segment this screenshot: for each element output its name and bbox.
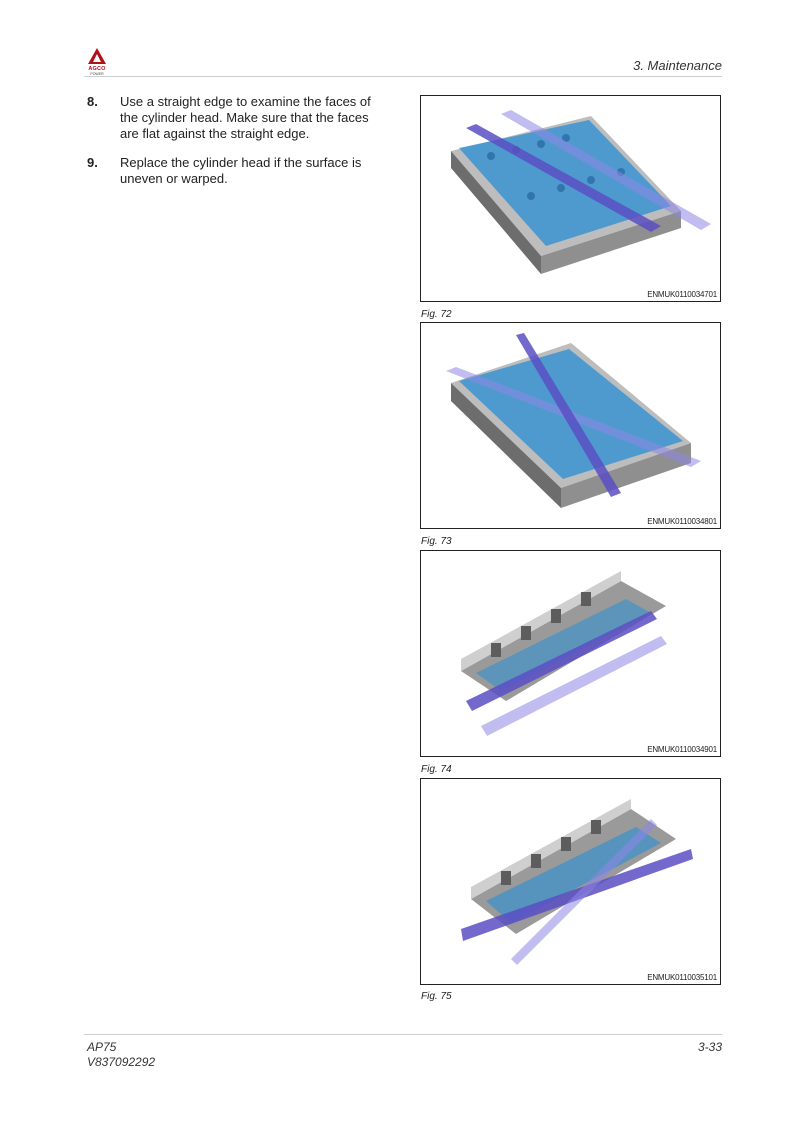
step-item: [87, 155, 387, 187]
cylinder-head-straight-edge-illustration: [421, 96, 720, 301]
figure-72: [420, 95, 721, 302]
figure-caption: Fig. 73: [421, 536, 452, 547]
figure-73: [420, 322, 721, 529]
figure-code: ENMUK0110034701: [647, 290, 717, 299]
part-number: V837092292: [87, 1055, 156, 1069]
model-name: AP75: [87, 1040, 117, 1054]
logo-text: AGCO: [88, 66, 106, 72]
figure-code: ENMUK0110034801: [647, 517, 717, 526]
figure-caption: Fig. 72: [421, 309, 452, 320]
step-number: 8.: [87, 94, 98, 109]
figure-74: [420, 550, 721, 757]
figure-code: ENMUK0110034901: [647, 745, 717, 754]
figure-caption: Fig. 75: [421, 991, 452, 1002]
section-title: 3. Maintenance: [633, 58, 722, 73]
header-divider: [84, 76, 722, 77]
cylinder-head-diagonal-edge-illustration: [421, 323, 720, 528]
figure-code: ENMUK0110035101: [647, 973, 717, 982]
logo-subtext: POWER: [90, 72, 104, 76]
footer-document-info: [87, 1040, 155, 1070]
figure-75: [420, 778, 721, 985]
procedure-steps: [87, 94, 387, 200]
step-number: 9.: [87, 155, 98, 170]
step-text: Replace the cylinder head if the surface is uneven or warped.: [120, 155, 362, 186]
footer-divider: [84, 1034, 722, 1035]
cylinder-head-underside-diagonal-illustration: [421, 779, 720, 984]
page-number: 3-33: [697, 1040, 722, 1054]
cylinder-head-underside-edge-illustration: [421, 551, 720, 756]
figure-caption: Fig. 74: [421, 764, 452, 775]
step-item: [87, 94, 387, 142]
step-text: Use a straight edge to examine the faces of the cylinder head. Make sure that the faces are flat against the straight edge.: [120, 94, 371, 141]
